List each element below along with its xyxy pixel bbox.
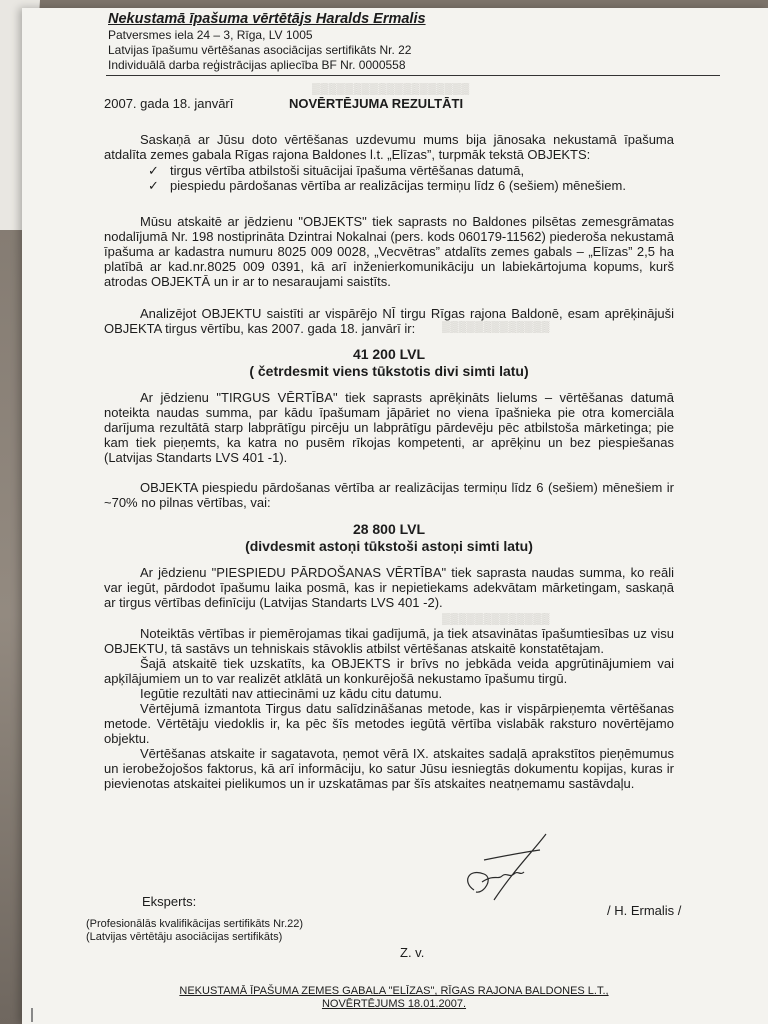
- signer-name: / H. Ermalis /: [607, 903, 682, 918]
- forced-value-definition: [104, 565, 674, 610]
- analysis-text: Analizējot OBJEKTU saistīti ar vispārējo NĪ tirgu Rīgas rajona Baldonē, esam aprēķinājuši OBJEKTA tirgus vērtību, kas 2007. gada 18. janvārī ir:: [104, 306, 674, 336]
- object-definition-text: Mūsu atskaitē ar jēdzienu "OBJEKTS" tiek saprasts no Baldones pilsētas zemesgrāmatas nodalījumā Nr. 198 nostiprināta Dzintrai Nokalnai (pers. kods 060179-11562) piederoša nekustamā īpašuma ar kadastra numuru 8025 009 0028, „Vecvētras” atdalīts zemes gabals – „Elīzas” 2,5 ha platībā ar kad.nr.8025 009 0391, kā arī inženierkomunikāciju un labiekārtojuma kopums, kurš atrodas OBJEKTĀ un ir ar to nesaraujami saistīts.: [104, 214, 674, 289]
- market-value-definition-text: Ar jēdzienu "TIRGUS VĒRTĪBA" tiek saprasts aprēķināts lielums – vērtēšanas datumā noteikta naudas summa, par kādu īpašumam jāpāriet no viena īpašnieka pie otra komerciāla darījuma rezultātā starp labprātīgu pircēju un labprātīgu pārdevēju pēc atbilstoša mārketinga; pie kam tiek pieņemts, ka katra no pusēm rīkojas kompetenti, ar aprēķinu un bez piespiešanas (Latvijas Standarts LVS 401 -1).: [104, 390, 674, 465]
- forced-sale-text: OBJEKTA piespiedu pārdošanas vērtība ar realizācijas termiņu līdz 6 (sešiem) mēnešiem ir ~70% no pilnas vērtības, vai:: [104, 480, 674, 510]
- market-value-amount: 41 200 LVL: [352, 346, 426, 362]
- encumbrance-paragraph: [104, 656, 674, 686]
- forced-value-block: [104, 521, 674, 555]
- list-item-label: piespiedu pārdošanas vērtība ar realizācijas termiņu līdz 6 (sešiem) mēnešiem.: [170, 178, 626, 193]
- punch-mark: [31, 1008, 33, 1022]
- encumbrance-text: Šajā atskaitē tiek uzskatīts, ka OBJEKTS ir brīvs no jebkāda veida apgrūtinājumiem vai apķīlājumiem un to var realizēt atklātā un konkurējošā nekustamo īpašumu tirgū.: [104, 656, 674, 686]
- forced-value-amount: 28 800 LVL: [352, 521, 426, 537]
- valuer-certificate: Latvijas īpašumu vērtēšanas asociācijas sertifikāts Nr. 22: [108, 43, 412, 57]
- applicability-paragraph: [104, 626, 674, 656]
- page-title: NOVĒRTĒJUMA REZULTĀTI: [289, 96, 464, 111]
- footer-subtitle: NOVĒRTĒJUMS 18.01.2007.: [321, 998, 467, 1010]
- object-definition-paragraph: [104, 214, 674, 289]
- letterhead-divider: [106, 75, 720, 76]
- expert-qualification: (Profesionālās kvalifikācijas sertifikāts Nr.22): [86, 918, 304, 930]
- valuer-registration: Individuālā darba reģistrācijas apliecība BF Nr. 0000558: [108, 58, 406, 72]
- date-scope-paragraph: [104, 686, 674, 701]
- analysis-paragraph: [104, 306, 674, 336]
- seal-placeholder: Z. v.: [400, 945, 425, 960]
- date-scope-text: Iegūtie rezultāti nav attiecināmi uz kādu citu datumu.: [140, 686, 443, 701]
- method-paragraph: [104, 701, 674, 746]
- footer-title: NEKUSTAMĀ ĪPAŠUMA ZEMES GABALA "ELĪZAS", RĪGAS RAJONA BALDONES L.T.,: [179, 985, 609, 997]
- list-item-label: tirgus vērtība atbilstoši situācijai īpašuma vērtēšanas datumā,: [170, 163, 525, 178]
- applicability-text: Noteiktās vērtības ir piemērojamas tikai gadījumā, ja tiek atsavinātas īpašumtiesības uz visu OBJEKTU, tā sastāvs un tehniskais stāvoklis atbilst vērtēšanas atskaitē konstatētajam.: [104, 626, 674, 656]
- assumptions-text: Vērtēšanas atskaite ir sagatavota, ņemot vērā IX. atskaites sadaļā aprakstītos pieņēmumus un ierobežojošos faktorus, kā arī informāciju, ko satur Jūsu iesniegtās dokumentu kopijas, kuras ir pievienotas atskaitei pielikumos un ir uzskatāmas par šīs atskaites neatņemamu sastāvdaļu.: [104, 746, 674, 791]
- document-page: [22, 8, 768, 1024]
- signature-mark: [454, 830, 554, 910]
- valuation-tasks-list: [148, 163, 626, 193]
- intro-text: Saskaņā ar Jūsu doto vērtēšanas uzdevumu mums bija jānosaka nekustamā īpašuma atdalīta zemes gabala Rīgas rajona Baldones l.t. „Elīzas”, turpmāk tekstā OBJEKTS:: [104, 132, 674, 162]
- check-icon: ✓: [148, 178, 159, 193]
- method-text: Vērtējumā izmantota Tirgus datu salīdzināšanas metode, kas ir vispārpieņemta vērtēšanas metode. Vērtētāju viedoklis ir, ka pēc šīs metodes iegūtā vērtība vislabāk raksturo novērtējamo objektu.: [104, 701, 674, 746]
- assumptions-paragraph: [104, 746, 674, 791]
- list-item: [148, 178, 626, 193]
- forced-value-definition-text: Ar jēdzienu "PIESPIEDU PĀRDOŠANAS VĒRTĪBA" tiek saprasta naudas summa, ko reāli var iegūt, pārdodot īpašumu laika posmā, kas ir nepietiekams adekvātam mārketingam, saskaņā ar tirgus vērtības definīciju (Latvijas Standarts LVS 401 -2).: [104, 565, 674, 610]
- valuer-name: Nekustamā īpašuma vērtētājs Haralds Ermalis: [108, 11, 426, 27]
- expert-label: Eksperts:: [142, 894, 197, 909]
- market-value-words: ( četrdesmit viens tūkstotis divi simti latu): [249, 363, 529, 379]
- market-value-definition: [104, 390, 674, 465]
- show-through-heading: ▒▒▒▒▒▒▒▒▒▒▒▒▒: [442, 321, 550, 333]
- market-value-block: [104, 346, 674, 380]
- valuer-address: Patversmes iela 24 – 3, Rīga, LV 1005: [108, 28, 313, 42]
- intro-paragraph: [104, 132, 674, 162]
- list-item: [148, 163, 626, 178]
- expert-association: (Latvijas vērtētāju asociācijas sertifikāts): [86, 931, 283, 943]
- show-through-heading: ▒▒▒▒▒▒▒▒▒▒▒▒▒: [442, 613, 550, 625]
- letterhead: [108, 11, 708, 73]
- forced-sale-paragraph: [104, 480, 674, 510]
- forced-value-words: (divdesmit astoņi tūkstoši astoņi simti latu): [245, 538, 533, 554]
- document-date: 2007. gada 18. janvārī: [104, 96, 234, 111]
- show-through-heading: ▒▒▒▒▒▒▒▒▒▒▒▒▒▒▒▒▒▒▒: [312, 83, 470, 95]
- check-icon: ✓: [148, 163, 159, 178]
